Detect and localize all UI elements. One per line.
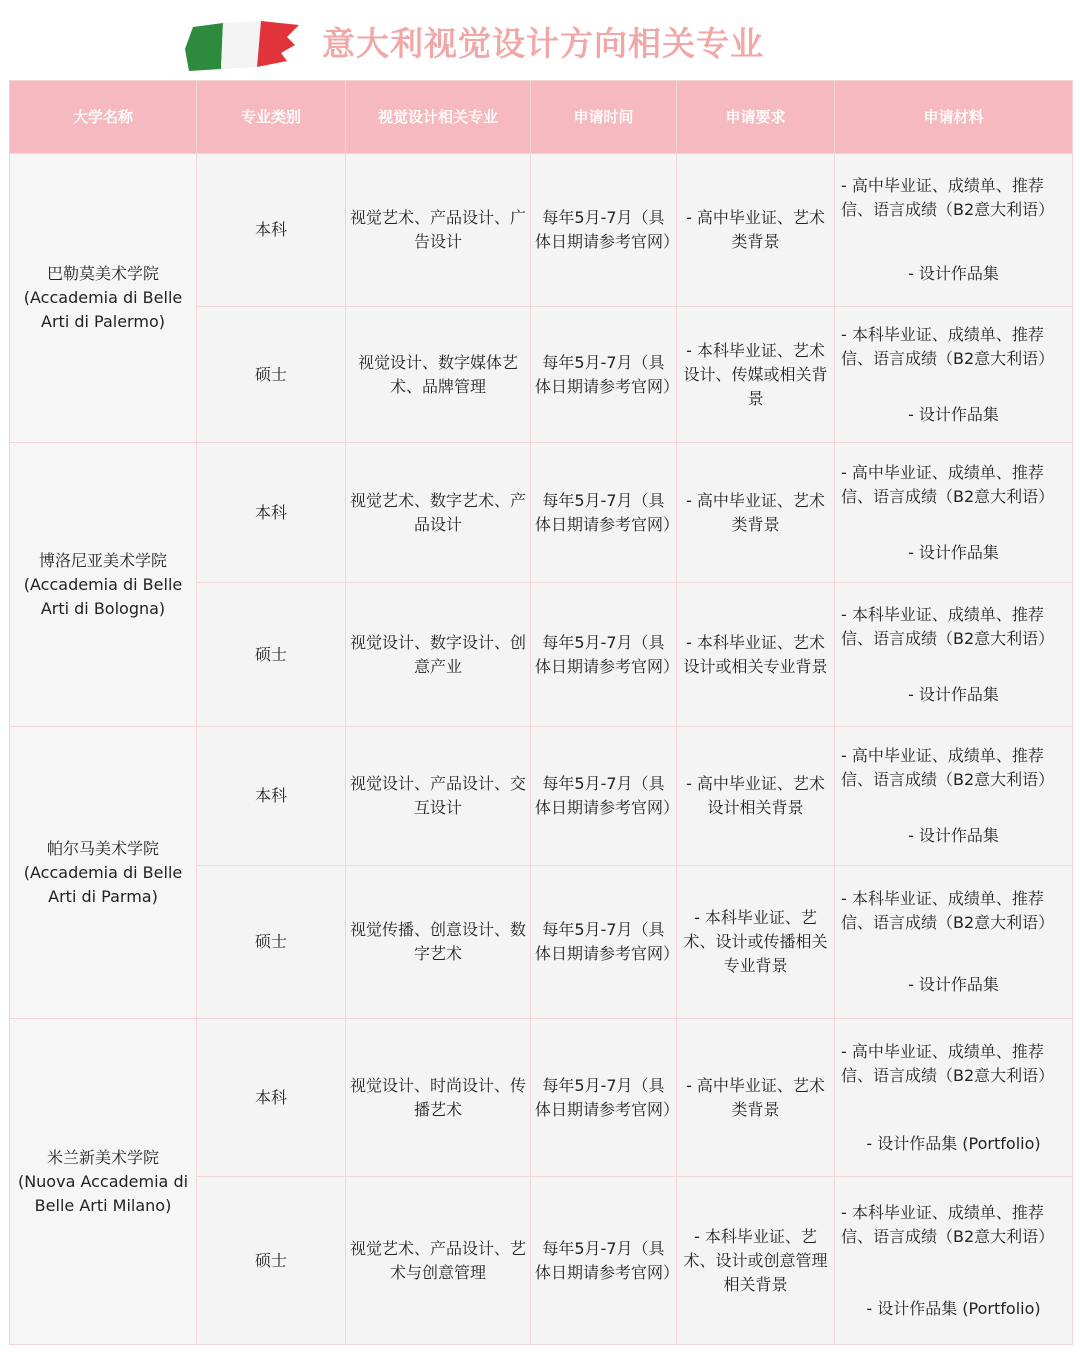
application-time: 每年5月-7月（具体日期请参考官网） [531, 727, 677, 866]
program-level: 本科 [197, 154, 346, 307]
university-name [10, 1019, 197, 1345]
table-row [10, 727, 1073, 866]
application-materials [835, 727, 1073, 866]
italy-flag-icon [183, 19, 301, 73]
university-name [10, 443, 197, 727]
application-materials [835, 307, 1073, 443]
application-time: 每年5月-7月（具体日期请参考官网） [531, 443, 677, 583]
materials-portfolio: - 设计作品集 [908, 684, 999, 704]
application-requirements: - 高中毕业证、艺术类背景 [677, 154, 835, 307]
application-time: 每年5月-7月（具体日期请参考官网） [531, 1177, 677, 1345]
materials-documents: - 本科毕业证、成绩单、推荐信、语言成绩（B2意大利语） [841, 604, 1055, 648]
header-time: 申请时间 [531, 81, 677, 154]
application-materials [835, 583, 1073, 727]
application-requirements: - 高中毕业证、艺术类背景 [677, 443, 835, 583]
program-level: 本科 [197, 443, 346, 583]
application-materials [835, 1019, 1073, 1177]
materials-portfolio: - 设计作品集 [908, 975, 999, 994]
table-row [10, 1019, 1073, 1177]
university-name-text: 帕尔马美术学院 (Accademia di Belle Arti di Parma) [23, 838, 183, 906]
program-majors: 视觉艺术、数字艺术、产品设计 [346, 443, 531, 583]
table-row [10, 443, 1073, 583]
materials-documents: - 本科毕业证、成绩单、推荐信、语言成绩（B2意大利语） [841, 324, 1055, 368]
program-majors: 视觉设计、时尚设计、传播艺术 [346, 1019, 531, 1177]
program-majors: 视觉艺术、产品设计、广告设计 [346, 154, 531, 307]
application-time: 每年5月-7月（具体日期请参考官网） [531, 866, 677, 1019]
program-majors: 视觉设计、产品设计、交互设计 [346, 727, 531, 866]
materials-documents: - 高中毕业证、成绩单、推荐信、语言成绩（B2意大利语） [841, 1041, 1055, 1085]
program-majors: 视觉艺术、产品设计、艺术与创意管理 [346, 1177, 531, 1345]
materials-portfolio: - 设计作品集 [908, 404, 999, 424]
application-requirements: - 本科毕业证、艺术、设计或创意管理相关背景 [677, 1177, 835, 1345]
university-name-text: 博洛尼亚美术学院 (Accademia di Belle Arti di Bologna) [23, 550, 183, 618]
page-header [0, 0, 1080, 80]
materials-portfolio: - 设计作品集 (Portfolio) [866, 1133, 1041, 1153]
program-majors: 视觉传播、创意设计、数字艺术 [346, 866, 531, 1019]
header-level: 专业类别 [197, 81, 346, 154]
application-requirements: - 本科毕业证、艺术设计或相关专业背景 [677, 583, 835, 727]
program-majors: 视觉设计、数字媒体艺术、品牌管理 [346, 307, 531, 443]
materials-documents: - 本科毕业证、成绩单、推荐信、语言成绩（B2意大利语） [841, 1202, 1055, 1246]
university-name [10, 154, 197, 443]
application-materials [835, 866, 1073, 1019]
application-materials [835, 154, 1073, 307]
application-requirements: - 本科毕业证、艺术设计、传媒或相关背景 [677, 307, 835, 443]
materials-portfolio: - 设计作品集 (Portfolio) [866, 1298, 1041, 1318]
application-time: 每年5月-7月（具体日期请参考官网） [531, 307, 677, 443]
application-requirements: - 本科毕业证、艺术、设计或传播相关专业背景 [677, 866, 835, 1019]
program-level: 硕士 [197, 583, 346, 727]
program-level: 硕士 [197, 866, 346, 1019]
application-requirements: - 高中毕业证、艺术类背景 [677, 1019, 835, 1177]
materials-portfolio: - 设计作品集 [908, 826, 999, 845]
program-level: 硕士 [197, 307, 346, 443]
materials-documents: - 本科毕业证、成绩单、推荐信、语言成绩（B2意大利语） [841, 889, 1055, 932]
header-requirements: 申请要求 [677, 81, 835, 154]
materials-portfolio: - 设计作品集 [908, 264, 999, 283]
application-time: 每年5月-7月（具体日期请参考官网） [531, 583, 677, 727]
program-level: 硕士 [197, 1177, 346, 1345]
universities-table [9, 80, 1073, 1345]
materials-documents: - 高中毕业证、成绩单、推荐信、语言成绩（B2意大利语） [841, 176, 1055, 219]
program-level: 本科 [197, 1019, 346, 1177]
materials-documents: - 高中毕业证、成绩单、推荐信、语言成绩（B2意大利语） [841, 462, 1055, 506]
table-header-row [10, 81, 1073, 154]
program-majors: 视觉设计、数字设计、创意产业 [346, 583, 531, 727]
header-university: 大学名称 [10, 81, 197, 154]
application-materials [835, 1177, 1073, 1345]
application-time: 每年5月-7月（具体日期请参考官网） [531, 1019, 677, 1177]
materials-documents: - 高中毕业证、成绩单、推荐信、语言成绩（B2意大利语） [841, 746, 1055, 789]
university-name-text: 巴勒莫美术学院 (Accademia di Belle Arti di Palermo) [23, 264, 183, 331]
program-level: 本科 [197, 727, 346, 866]
application-time: 每年5月-7月（具体日期请参考官网） [531, 154, 677, 307]
university-name-text: 米兰新美术学院 (Nuova Accademia di Belle Arti Milano) [17, 1147, 189, 1215]
application-materials [835, 443, 1073, 583]
materials-portfolio: - 设计作品集 [908, 542, 999, 562]
university-name [10, 727, 197, 1019]
header-majors: 视觉设计相关专业 [346, 81, 531, 154]
table-row [10, 154, 1073, 307]
page-title: 意大利视觉设计方向相关专业 [322, 24, 764, 63]
application-requirements: - 高中毕业证、艺术设计相关背景 [677, 727, 835, 866]
header-materials: 申请材料 [835, 81, 1073, 154]
